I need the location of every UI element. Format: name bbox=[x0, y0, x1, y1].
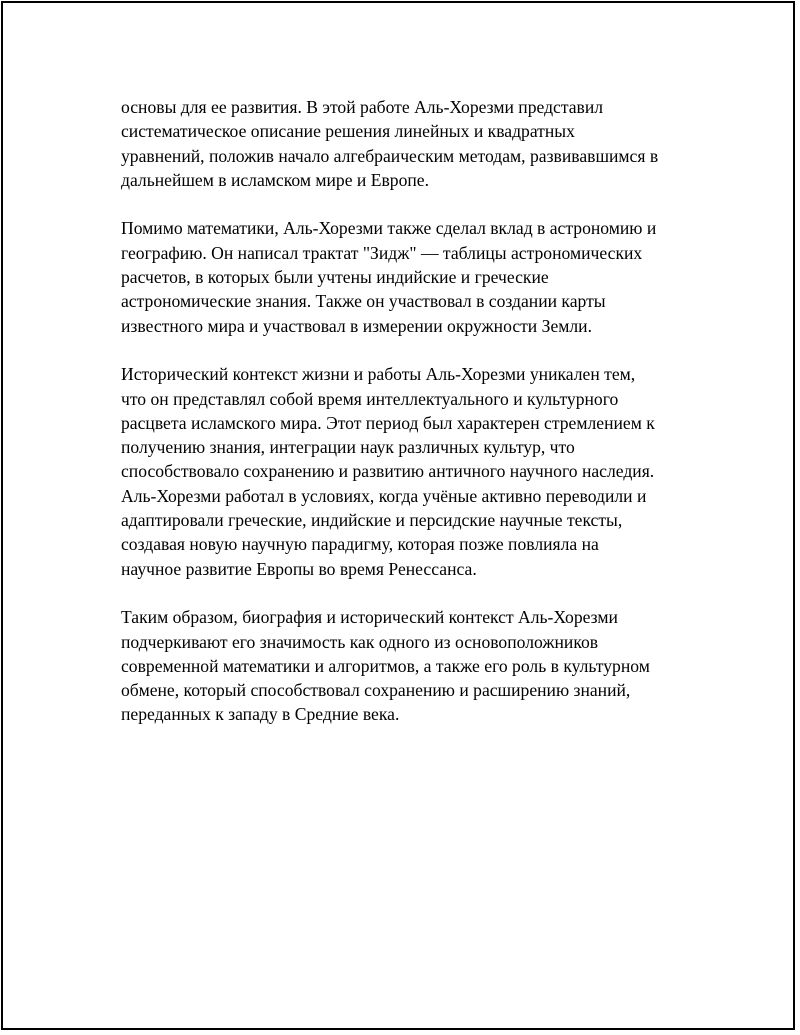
document-body bbox=[121, 95, 691, 751]
paragraph-astronomy-geography: Помимо математики, Аль-Хорезми также сделал вклад в астрономию и географию. Он написал трактат "Зидж" — таблицы астрономических расчетов, в которых были учтены индийские и греческие астрономические знания. Также он участвовал в создании карты известного мира и участвовал в измерении окружности Земли. bbox=[121, 218, 657, 336]
paragraph-conclusion: Таким образом, биография и исторический контекст Аль-Хорезми подчеркивают его значимость как одного из основоположников современной математики и алгоритмов, а также его роль в культурном обмене, который способствовал сохранению и расширению знаний, переданных к западу в Средние века. bbox=[121, 607, 650, 725]
paragraph-historical-context: Исторический контекст жизни и работы Аль-Хорезми уникален тем, что он представлял собой время интеллектуального и культурного расцвета исламского мира. Этот период был характерен стремлением к получению знания, интеграции наук различных культур, что способствовало сохранению и развитию античного научного наследия. Аль-Хорезми работал в условиях, когда учёные активно переводили и адаптировали греческие, индийские и персидские научные тексты, создавая новую научную парадигму, которая позже повлияла на научное развитие Европы во время Ренессанса. bbox=[121, 364, 655, 579]
paragraph-algebra-methods: основы для ее развития. В этой работе Аль-Хорезми представил систематическое описание решения линейных и квадратных уравнений, положив начало алгебраическим методам, развивавшимся в дальнейшем в исламском мире и Европе. bbox=[121, 97, 659, 190]
document-page bbox=[1, 1, 795, 1030]
